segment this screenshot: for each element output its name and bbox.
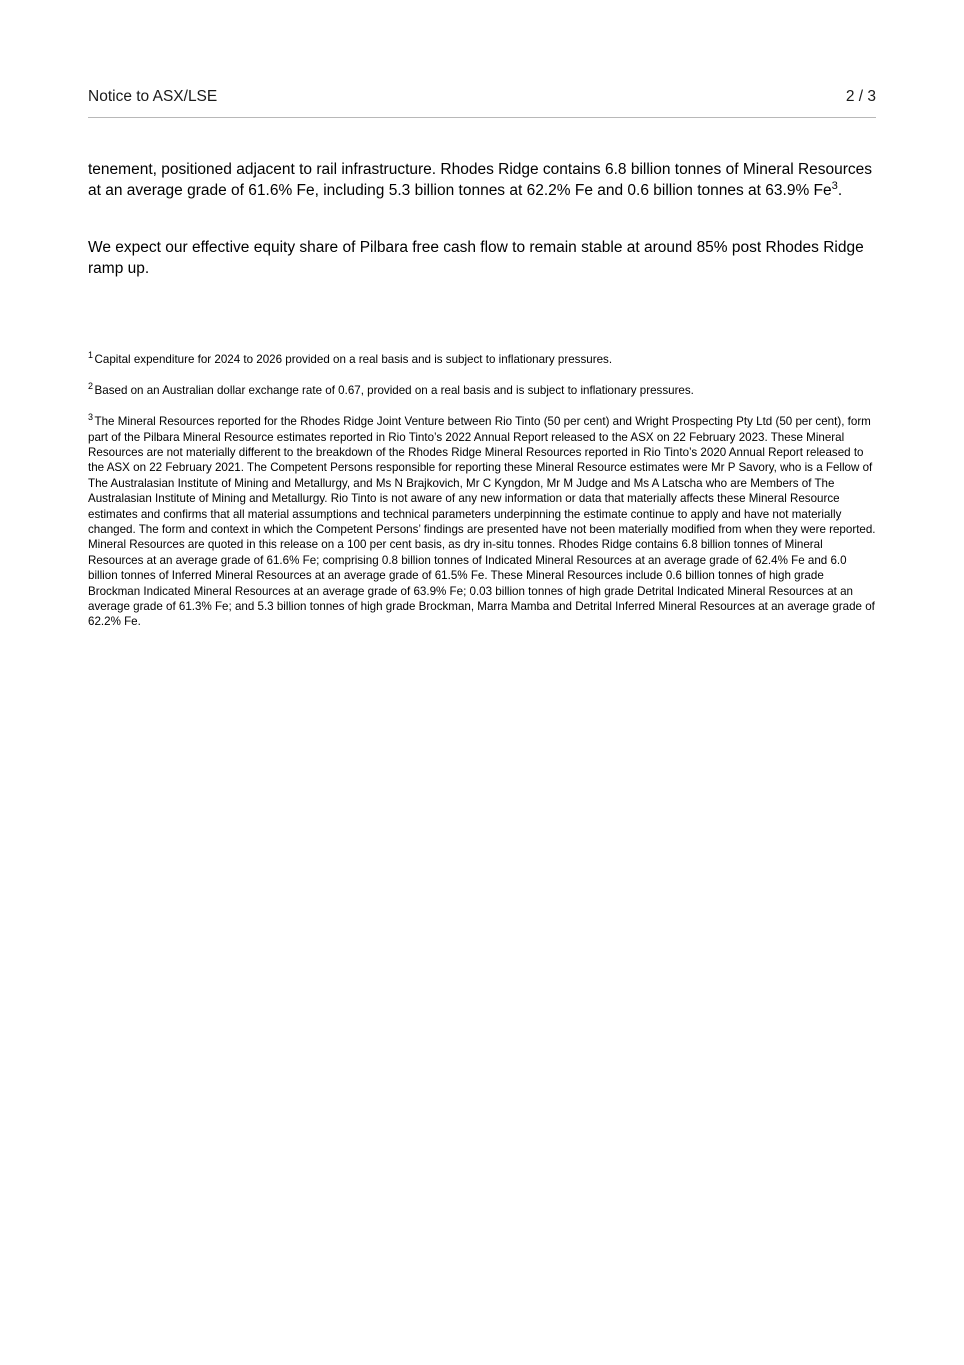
footnotes-section — [88, 352, 878, 646]
body-paragraph-1-container — [88, 160, 878, 219]
body-paragraph-2-container — [88, 238, 878, 297]
paragraph-1-footnote-ref: 3 — [831, 179, 838, 192]
body-paragraph-2: We expect our effective equity share of Pilbara free cash flow to remain stable at around 85% post Rhodes Ridge ramp up. — [88, 239, 864, 277]
footnote-2-text: Based on an Australian dollar exchange rate of 0.67, provided on a real basis and is subject to inflationary pressures. — [94, 384, 694, 398]
header-title: Notice to ASX/LSE — [88, 88, 218, 105]
footnote-2-marker: 2 — [88, 381, 94, 392]
footnote-1-text: Capital expenditure for 2024 to 2026 provided on a real basis and is subject to inflationary pressures. — [94, 353, 613, 366]
paragraph-1-period: . — [837, 181, 843, 199]
header-divider — [88, 117, 876, 118]
footnote-3-text: The Mineral Resources reported for the Rhodes Ridge Joint Venture between Rio Tinto (50 per cent) and Wright Prospecting Pty Ltd (50 per cent), form part of the Pilbara Mineral Resource estimates reported in Rio Tinto’s 2022 Annual Report released to the ASX on 22 February 2023. These Mineral Resources are not materially different to the breakdown of the Rhodes Ridge Mineral Resources reported in Rio Tinto’s 2020 Annual Report released to the ASX on 22 February 2021. The Competent Persons responsible for reporting these Mineral Resource estimates were Mr P Savory, who is a Fellow of The Australasian Institute of Mining and Metallurgy, and Ms N Brajkovich, Mr C Kyngdon, Mr M Judge and Ms A Latscha who are Members of The Australasian Institute of Mining and Metallurgy. Rio Tinto is not aware of any new information or data that materially affects these Mineral Resource estimates and confirms that all material assumptions and technical parameters underpinning the estimate continue to apply and have not materially changed. The form and context in which the Competent Persons’ findings are presented have not been materially modified from when they were reported. Mineral Resources are quoted in this release on a 100 per cent basis, as dry in-situ tonnes. Rhodes Ridge contains 6.8 billion tonnes of Mineral Resources at an average grade of 61.6% Fe; comprising 0.8 billion tonnes of Indicated Mineral Resources at an average grade of 62.4% Fe and 6.0 billion tonnes of Inferred Mineral Resources at an average grade of 61.5% Fe. These Mineral Resources include 0.6 billion tonnes of high grade Brockman Indicated Mineral Resources at an average grade of 63.9% Fe; 0.03 billion tonnes of high grade Detrital Indicated Mineral Resources at an average grade of 61.3% Fe; and 5.3 billion tonnes of high grade Brockman, Marra Mamba and Detrital Inferred Mineral Resources at an average grade of 62.2% Fe. — [88, 415, 876, 629]
footnote-1-marker: 1 — [88, 350, 94, 361]
page-header — [88, 88, 876, 106]
footnote-2 — [88, 383, 878, 398]
footnote-3-marker: 3 — [88, 412, 94, 423]
body-paragraph-1 — [88, 160, 878, 201]
footnote-3 — [88, 414, 878, 630]
page-number: 2 / 3 — [845, 88, 876, 105]
footnote-1 — [88, 352, 878, 367]
paragraph-1-text: tenement, positioned adjacent to rail infrastructure. Rhodes Ridge contains 6.8 billion tonnes of Mineral Resources at an average grade of 61.6% Fe, including 5.3 billion tonnes at 62.2% Fe and 0.6 billion tonnes at 63.9% Fe — [88, 161, 873, 199]
